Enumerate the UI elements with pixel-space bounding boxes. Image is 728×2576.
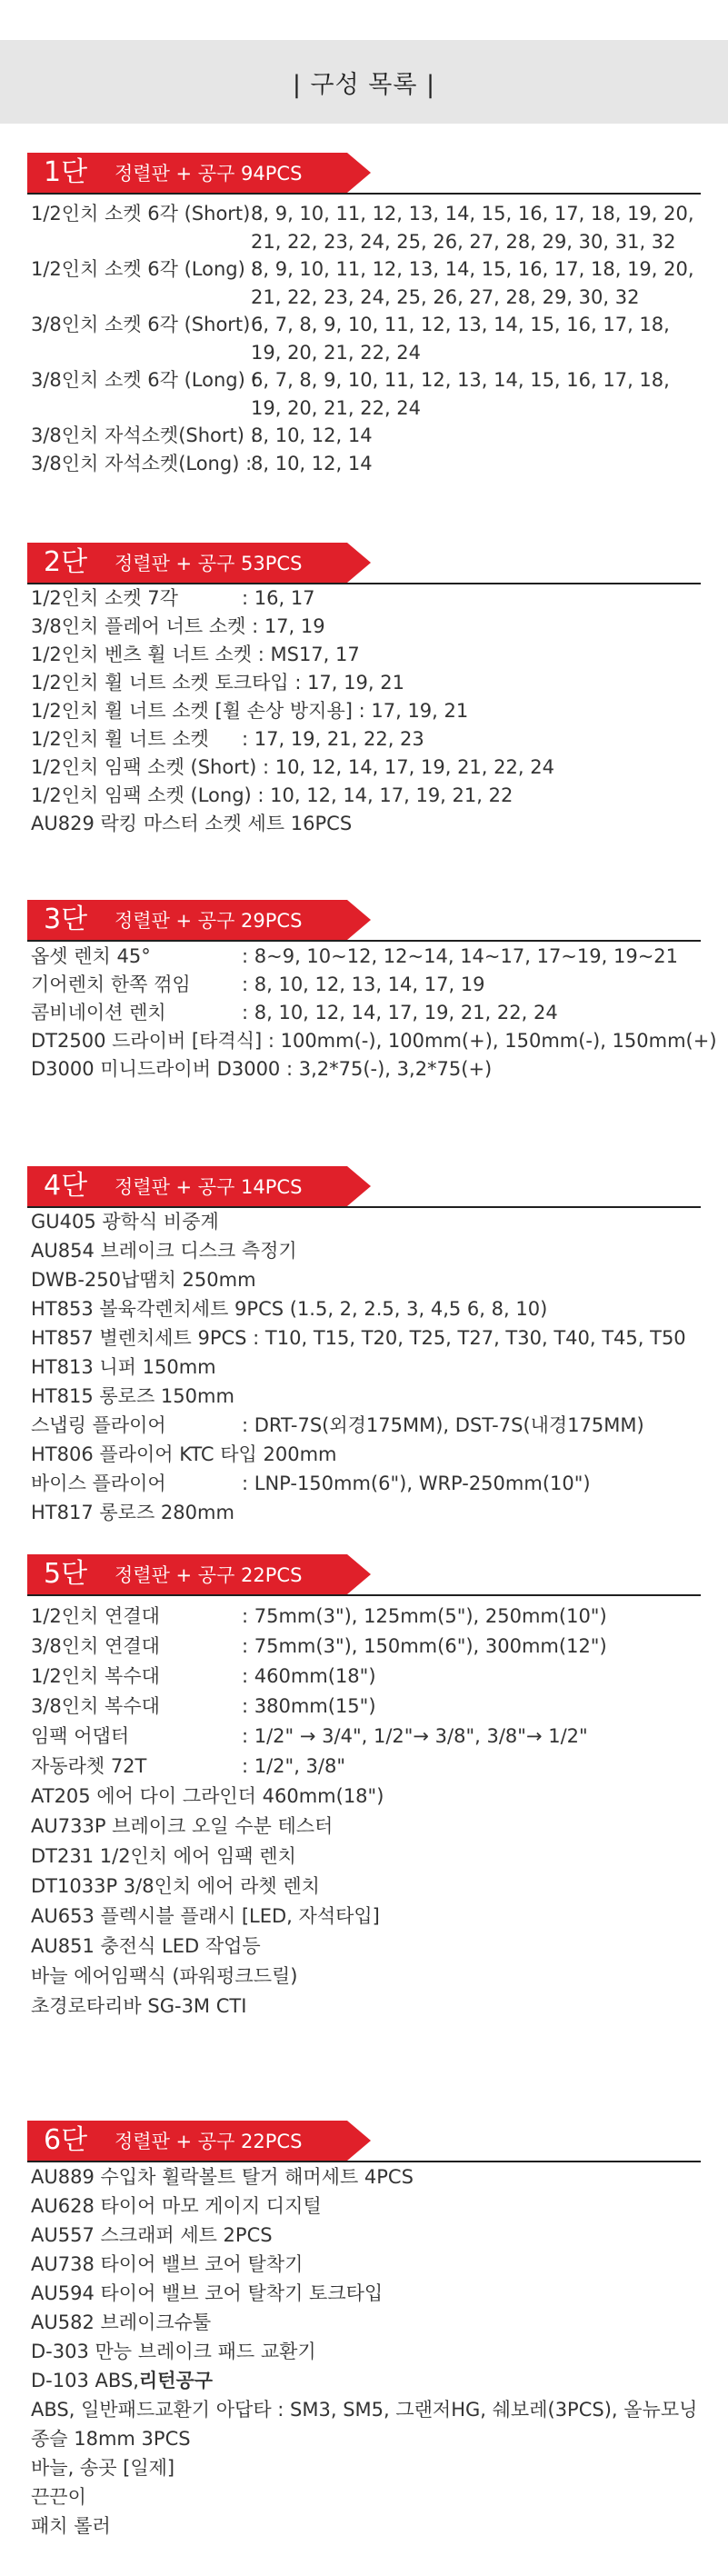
list-item [31, 644, 360, 665]
list-item [31, 1965, 297, 1987]
item-label: HT857 별렌치세트 9PCS : T10, T15, T20, T25, T27, T30, T40, T45, T50 [31, 1327, 686, 1349]
section-tag [0, 153, 373, 193]
item-label: AU628 타이어 마모 게이지 디지털 [31, 2195, 322, 2217]
list-item [31, 615, 325, 637]
item-label: DT1033P 3/8인치 에어 라쳇 렌치 [31, 1875, 320, 1897]
item-label: GU405 광학식 비중계 [31, 1211, 219, 1233]
section-4 [0, 1166, 728, 1523]
list-item [31, 369, 670, 391]
item-label: HT806 플라이어 KTC 타입 200mm [31, 1443, 337, 1465]
item-label: 패치 롤러 [31, 2515, 111, 2537]
item-label: 종슬 18mm 3PCS [31, 2428, 191, 2450]
item-label: AU733P 브레이크 오일 수분 테스터 [31, 1815, 334, 1837]
item-label: 임팩 어댑터 [31, 1725, 130, 1747]
list-item [31, 1058, 492, 1080]
item-label: 1/2인치 복수대 [31, 1665, 160, 1687]
item-value: : 8, 10, 12, 14, 17, 19, 21, 22, 24 [242, 1002, 558, 1023]
list-item [31, 2195, 322, 2217]
list-item [31, 1473, 591, 1494]
section-number: 4단 [44, 1170, 88, 1202]
item-label: 바이스 플라이어 [31, 1473, 166, 1494]
item-label: HT813 니퍼 150mm [31, 1356, 216, 1378]
item-value: : 1/2", 3/8" [242, 1755, 346, 1777]
list-item [31, 1665, 376, 1687]
section-number: 6단 [44, 2124, 88, 2156]
item-value: 8, 10, 12, 14 [251, 452, 373, 474]
section-tag [0, 2121, 373, 2161]
section-number: 2단 [44, 546, 88, 578]
section-label: 정렬판 + 공구 22PCS [115, 1564, 303, 1586]
item-label: AU854 브레이크 디스크 측정기 [31, 1240, 297, 1262]
item-value: : 1/2" → 3/4", 1/2"→ 3/8", 3/8"→ 1/2" [242, 1725, 588, 1747]
list-item [31, 2282, 383, 2304]
section-tag [0, 543, 373, 583]
section-number: 3단 [44, 904, 88, 935]
section-5 [0, 1554, 728, 2017]
section-tag [0, 900, 373, 940]
list-item [31, 1725, 588, 1747]
list-item [31, 1875, 320, 1897]
item-label: 스냅링 플라이어 [31, 1414, 166, 1436]
page-title: | 구성 목록 | [292, 70, 436, 99]
item-label: 1/2인치 휠 너트 소켓 [휠 손상 방지용] : 17, 19, 21 [31, 700, 469, 722]
item-label: D-303 만능 브레이크 패드 교환기 [31, 2341, 316, 2362]
item-value: : 8, 10, 12, 13, 14, 17, 19 [242, 973, 485, 995]
list-item [31, 1002, 558, 1023]
section-tag [0, 1554, 373, 1594]
item-label: 3/8인치 자석소켓(Long) : [31, 452, 253, 474]
item-value: : 75mm(3"), 150mm(6"), 300mm(12") [242, 1635, 607, 1657]
list-item [31, 2166, 414, 2188]
list-item [31, 1240, 297, 1262]
item-value: 19, 20, 21, 22, 24 [251, 396, 422, 419]
item-value: 21, 22, 23, 24, 25, 26, 27, 28, 29, 30, 31, 32 [251, 230, 676, 253]
item-label: AU594 타이어 밸브 코어 탈착기 토크타입 [31, 2282, 384, 2304]
list-item [31, 784, 513, 806]
item-label: 3/8인치 소켓 6각 (Long) : [31, 369, 258, 391]
item-label: D-103 ABS, [31, 2370, 139, 2391]
list-item [31, 700, 468, 722]
list-item [31, 2428, 191, 2450]
section-1 [0, 153, 728, 474]
list-item [31, 1755, 346, 1777]
list-item [31, 1211, 219, 1233]
section-tag [0, 1166, 373, 1206]
item-value: : DRT-7S(외경175MM), DST-7S(내경175MM) [242, 1414, 644, 1436]
item-label: D3000 미니드라이버 D3000 : 3,2*75(-), 3,2*75(+) [31, 1058, 493, 1080]
section-number: 1단 [44, 156, 88, 188]
section-divider [27, 2161, 701, 2162]
list-item [31, 2515, 111, 2537]
item-value: 6, 7, 8, 9, 10, 11, 12, 13, 14, 15, 16, 17, 18, [251, 369, 670, 391]
section-label: 정렬판 + 공구 14PCS [115, 1176, 303, 1198]
item-label: 기어렌치 한쪽 꺾임 [31, 973, 191, 995]
section-2 [0, 543, 728, 834]
list-item [31, 1815, 333, 1837]
section-label: 정렬판 + 공구 53PCS [115, 553, 303, 574]
list-item [31, 452, 373, 474]
item-label: DT231 1/2인치 에어 임팩 렌치 [31, 1845, 296, 1867]
item-label: 1/2인치 연결대 [31, 1605, 160, 1627]
section-divider [27, 583, 701, 584]
item-label: AU851 충전식 LED 작업등 [31, 1935, 261, 1957]
list-item [31, 1935, 261, 1957]
list-item [31, 1995, 246, 2017]
list-item [31, 587, 315, 609]
item-label: DT2500 드라이버 [타격식] : 100mm(-), 100mm(+), 150mm(-), 150mm(+) [31, 1030, 717, 1052]
list-item [31, 1269, 256, 1291]
item-label: 3/8인치 소켓 6각 (Short) : [31, 314, 264, 335]
item-label: 자동라쳇 72T [31, 1755, 147, 1777]
item-label: ABS, 일반패드교환기 아답타 : SM3, SM5, 그랜저HG, 쉐보레(3PCS), 올뉴모닝 [31, 2399, 698, 2421]
item-value: 8, 9, 10, 11, 12, 13, 14, 15, 16, 17, 18, 19, 20, [251, 258, 694, 280]
list-item [31, 258, 694, 280]
list-item [31, 1695, 376, 1717]
list-item [31, 1327, 686, 1349]
item-label: AU557 스크래퍼 세트 2PCS [31, 2224, 273, 2246]
list-item [31, 2224, 273, 2246]
list-item [31, 2457, 175, 2479]
item-value: : 8~9, 10~12, 12~14, 14~17, 17~19, 19~21 [242, 945, 679, 967]
section-label: 정렬판 + 공구 22PCS [115, 2131, 303, 2152]
item-label: 3/8인치 플레어 너트 소켓 : 17, 19 [31, 615, 325, 637]
list-item [31, 2253, 303, 2275]
item-label: DWB-250납땜치 250mm [31, 1269, 256, 1291]
item-value: 8, 9, 10, 11, 12, 13, 14, 15, 16, 17, 18, 19, 20, [251, 203, 694, 225]
list-item [31, 424, 373, 446]
page-title-bar [0, 40, 728, 124]
section-6 [0, 2121, 728, 2537]
item-value: 6, 7, 8, 9, 10, 11, 12, 13, 14, 15, 16, 17, 18, [251, 314, 670, 335]
section-divider [27, 193, 701, 195]
section-divider [27, 1594, 701, 1596]
item-label: 1/2인치 휠 너트 소켓 [31, 728, 209, 750]
section-3 [0, 900, 728, 1080]
list-item [31, 728, 424, 750]
list-item [31, 2370, 213, 2391]
section-divider [27, 940, 701, 942]
section-label: 정렬판 + 공구 29PCS [115, 910, 303, 932]
item-label: AU738 타이어 밸브 코어 탈착기 [31, 2253, 304, 2275]
item-label: HT853 볼육각렌치세트 9PCS (1.5, 2, 2.5, 3, 4,5 6, 8, 10) [31, 1298, 548, 1320]
item-value: : LNP-150mm(6"), WRP-250mm(10") [242, 1473, 591, 1494]
list-item [31, 1502, 234, 1523]
item-label: 3/8인치 연결대 [31, 1635, 160, 1657]
list-item [31, 813, 352, 834]
item-value: : 17, 19, 21, 22, 23 [242, 728, 424, 750]
list-item [31, 1635, 607, 1657]
list-item [31, 1385, 234, 1407]
item-label: 1/2인치 휠 너트 소켓 토크타입 : 17, 19, 21 [31, 672, 404, 694]
item-label: 바늘, 송곳 [일제] [31, 2457, 175, 2479]
item-value: : 460mm(18") [242, 1665, 376, 1687]
item-value: 리턴공구 [138, 2370, 214, 2391]
item-label: 1/2인치 소켓 6각 (Long) : [31, 258, 258, 280]
item-label: AU582 브레이크슈툴 [31, 2311, 212, 2333]
list-item [31, 2399, 697, 2421]
item-label: 바늘 에어임팩식 (파워펑크드릴) [31, 1965, 298, 1987]
item-label: 1/2인치 소켓 7각 [31, 587, 178, 609]
section-number: 5단 [44, 1558, 88, 1590]
item-label: 끈끈이 [31, 2486, 86, 2508]
list-item [31, 1785, 384, 1807]
item-label: 1/2인치 임팩 소켓 (Long) : 10, 12, 14, 17, 19, 21, 22 [31, 784, 514, 806]
list-item [31, 1905, 380, 1927]
item-label: AU829 락킹 마스터 소켓 세트 16PCS [31, 813, 353, 834]
item-value: 21, 22, 23, 24, 25, 26, 27, 28, 29, 30, 32 [251, 285, 640, 308]
list-item [31, 1605, 607, 1627]
list-item [31, 1030, 717, 1052]
item-label: HT815 롱로즈 150mm [31, 1385, 234, 1407]
list-item [31, 973, 485, 995]
item-value: 8, 10, 12, 14 [251, 424, 373, 446]
item-label: AT205 에어 다이 그라인더 460mm(18") [31, 1785, 384, 1807]
list-item [31, 756, 554, 778]
section-divider [27, 1206, 701, 1208]
item-label: AU889 수입차 휠락볼트 탈거 해머세트 4PCS [31, 2166, 414, 2188]
item-label: 1/2인치 벤츠 휠 너트 소켓 : MS17, 17 [31, 644, 360, 665]
list-item [31, 1298, 547, 1320]
item-label: HT817 롱로즈 280mm [31, 1502, 234, 1523]
item-label: 3/8인치 자석소켓(Short) : [31, 424, 257, 446]
item-label: 콤비네이션 렌치 [31, 1002, 166, 1023]
list-item [31, 1414, 644, 1436]
item-value: : 16, 17 [242, 587, 315, 609]
list-item [31, 2486, 86, 2508]
list-item [31, 1443, 337, 1465]
list-item [31, 314, 670, 335]
section-label: 정렬판 + 공구 94PCS [115, 163, 303, 185]
list-item [31, 672, 404, 694]
list-item [31, 945, 679, 967]
list-item [31, 1356, 216, 1378]
list-item [31, 203, 694, 225]
list-item [31, 2341, 316, 2362]
list-item [31, 2311, 211, 2333]
item-label: 초경로타리바 SG-3M CTI [31, 1995, 247, 2017]
item-label: 1/2인치 임팩 소켓 (Short) : 10, 12, 14, 17, 19, 21, 22, 24 [31, 756, 554, 778]
list-item [31, 1845, 296, 1867]
item-label: AU653 플렉시블 플래시 [LED, 자석타입] [31, 1905, 380, 1927]
item-label: 1/2인치 소켓 6각 (Short) : [31, 203, 264, 225]
item-value: : 380mm(15") [242, 1695, 376, 1717]
item-label: 3/8인치 복수대 [31, 1695, 160, 1717]
item-label: 옵셋 렌치 45° [31, 945, 151, 967]
item-value: : 75mm(3"), 125mm(5"), 250mm(10") [242, 1605, 607, 1627]
item-value: 19, 20, 21, 22, 24 [251, 341, 422, 364]
